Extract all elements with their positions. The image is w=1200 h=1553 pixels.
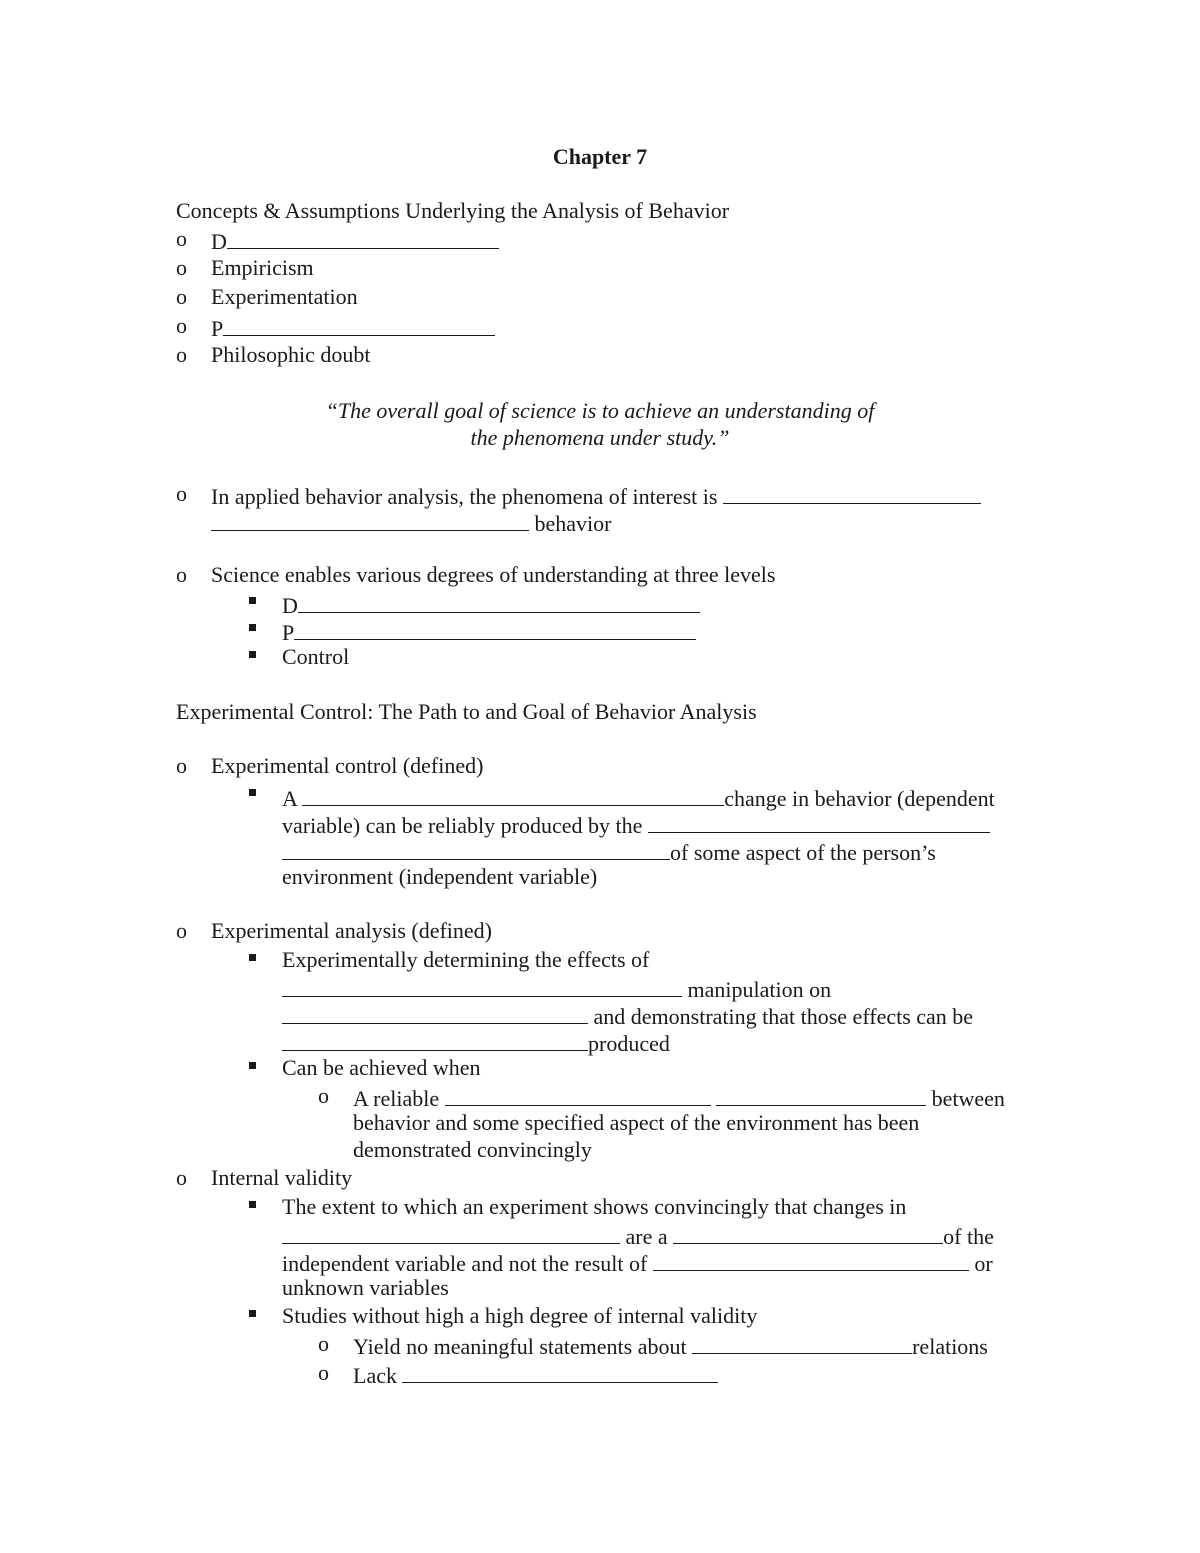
square-bullet [249,954,256,961]
bullet-marker: o [176,313,187,338]
bullet-marker: o [176,481,187,506]
internal-line-3 [282,1250,993,1275]
phenomena-line [211,483,981,508]
bullet-marker: o [176,1165,187,1190]
lack-line [353,1362,718,1387]
fill-in-blank [302,785,724,806]
text-demonstrating: and demonstrating that those effects can be [593,1004,974,1029]
square-bullet [249,789,256,796]
exp-analysis-line-2 [282,976,831,1001]
fill-in-blank [723,483,981,504]
text-manipulation: manipulation on [687,977,832,1002]
fill-in-blank [282,976,682,997]
internal-line-1: The extent to which an experiment shows convincingly that changes in [282,1194,907,1219]
level-item [282,619,696,644]
bullet-marker: o [318,1331,329,1356]
text-are-a: are a [625,1224,668,1249]
bullet-marker: o [176,342,187,367]
bullet-marker: o [176,255,187,280]
reliable-line-2: behavior and some specified aspect of the environment has been [353,1110,920,1135]
level-item-text: D [282,593,298,618]
fill-in-blank [402,1362,718,1383]
can-be-achieved: Can be achieved when [282,1055,481,1080]
text-produced-by: variable) can be reliably produced by the [282,813,643,838]
bullet-marker: o [176,562,187,587]
section-heading-concepts: Concepts & Assumptions Underlying the Analysis of Behavior [176,198,730,223]
fill-in-blank [673,1223,943,1244]
phenomena-line-2 [211,510,611,535]
bullet-marker: o [176,918,187,943]
square-bullet [249,1310,256,1317]
text-relations: relations [912,1334,988,1359]
list-item: Empiricism [211,255,314,280]
fill-in-blank [282,1223,620,1244]
exp-control-line-3 [282,839,936,864]
text-independent: independent variable and not the result of [282,1251,648,1276]
fill-in-blank [648,812,990,833]
list-item: Experimentation [211,284,358,309]
list-item: Philosophic doubt [211,342,371,367]
text-between: between [931,1086,1005,1111]
list-item-text: P [211,316,224,341]
exp-control-label: Experimental control (defined) [211,753,484,778]
text-of-the: of the [943,1224,994,1249]
exp-analysis-line-4 [282,1030,670,1055]
phenomena-text: In applied behavior analysis, the phenomena of interest is [211,484,718,509]
internal-line-4: unknown variables [282,1275,449,1300]
text-change: change in behavior (dependent [724,786,995,811]
page-title: Chapter 7 [552,144,648,169]
phenomena-suffix: behavior [534,511,612,536]
square-bullet [249,651,256,658]
fill-in-blank [227,228,499,249]
exp-control-line-2 [282,812,990,837]
studies-line: Studies without high a high degree of internal validity [282,1303,758,1328]
exp-analysis-label: Experimental analysis (defined) [211,918,493,943]
fill-in-blank [282,839,670,860]
level-item-text: P [282,620,295,645]
levels-text: Science enables various degrees of understanding at three levels [211,562,776,587]
exp-control-line-4: environment (independent variable) [282,864,598,889]
bullet-marker: o [318,1083,329,1108]
fill-in-blank [692,1333,912,1354]
exp-control-line-1 [282,785,995,810]
bullet-marker: o [176,753,187,778]
level-item [282,592,700,617]
fill-in-blank [223,315,495,336]
text-or: or [974,1251,993,1276]
square-bullet [249,597,256,604]
list-item-text: D [211,229,227,254]
fill-in-blank [298,592,700,613]
text-produced: produced [588,1031,670,1056]
list-item [211,315,495,340]
square-bullet [249,1201,256,1208]
fill-in-blank [294,619,696,640]
text-a: A [282,786,297,811]
bullet-marker: o [176,226,187,251]
text-yield: Yield no meaningful statements about [353,1334,687,1359]
fill-in-blank [282,1030,588,1051]
quote-line: “The overall goal of science is to achieve an understanding of [325,398,875,423]
fill-in-blank [211,510,529,531]
reliable-line-3: demonstrated convincingly [353,1137,592,1162]
level-item: Control [282,644,350,669]
yield-line [353,1333,988,1358]
internal-line-2 [282,1223,994,1248]
square-bullet [249,624,256,631]
fill-in-blank [282,1003,588,1024]
quote-line: the phenomena under study.” [470,425,730,450]
bullet-marker: o [318,1360,329,1385]
fill-in-blank [716,1085,926,1106]
list-item [211,228,499,253]
text-of-some-aspect: of some aspect of the person’s [670,840,936,865]
text-lack: Lack [353,1363,397,1388]
text-reliable: A reliable [353,1086,440,1111]
section-heading-experimental-control: Experimental Control: The Path to and Goal of Behavior Analysis [176,699,757,724]
fill-in-blank [445,1085,711,1106]
internal-validity-label: Internal validity [211,1165,353,1190]
fill-in-blank [653,1250,969,1271]
exp-analysis-line-3 [282,1003,973,1028]
bullet-marker: o [176,284,187,309]
reliable-line [353,1085,1005,1110]
exp-analysis-line-1: Experimentally determining the effects of [282,947,650,972]
square-bullet [249,1062,256,1069]
